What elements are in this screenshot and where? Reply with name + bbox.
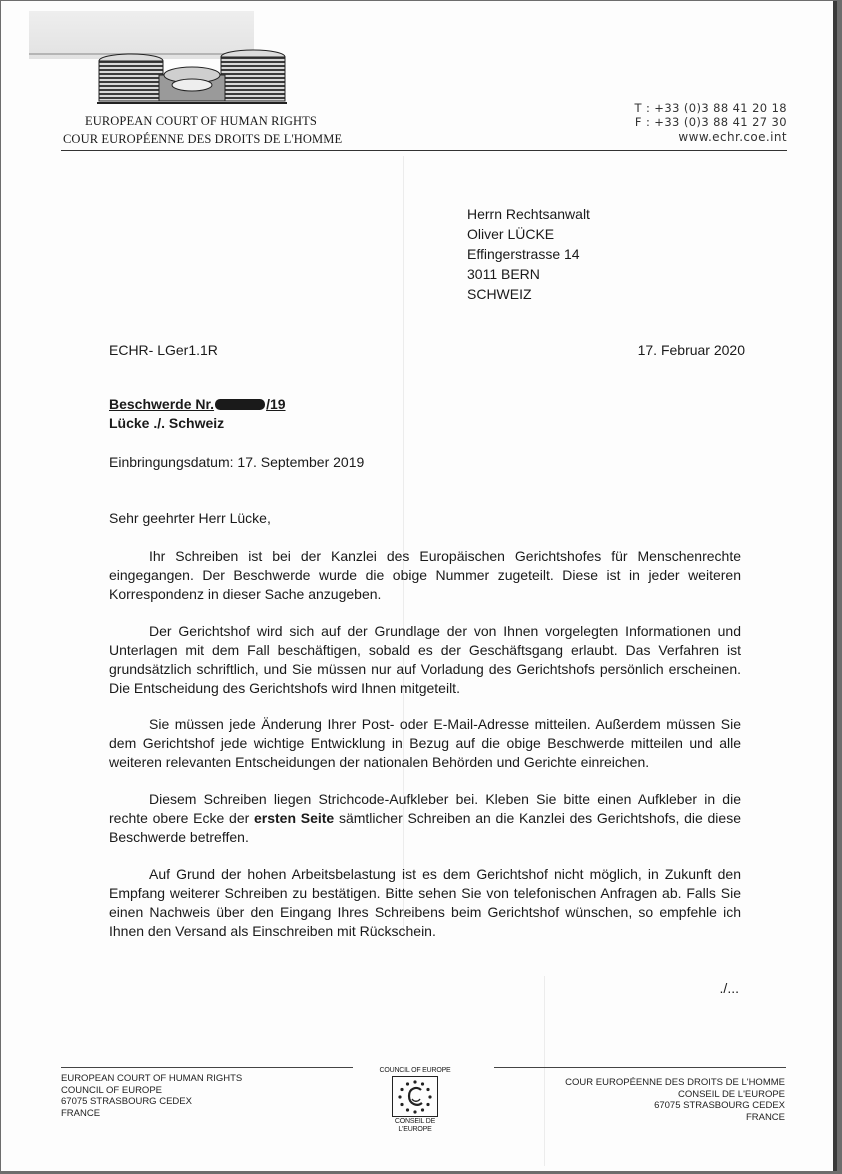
footer-address-fr — [533, 1077, 785, 1123]
footer-en-line2: COUNCIL OF EUROPE — [61, 1084, 162, 1096]
continuation-mark: ./... — [719, 980, 739, 996]
recipient-city: 3011 BERN — [467, 266, 540, 282]
barcode-text-end: sämtlicher Schreiben an die Kanzlei des Gerichtshofs, die diese Beschwerde betreffen. — [109, 810, 741, 845]
paragraph-registration: Ihr Schreiben ist bei der Kanzlei des Europäischen Gerichtshofes für Menschenrechte eingegangen. Der Beschwerde wurde die obige Nummer zugeteilt. Diese ist in jeder weiteren Korrespondenz in dieser Sache anzugeben. — [109, 548, 741, 602]
footer-en-line4: FRANCE — [61, 1107, 101, 1119]
phone-number: T : +33 (0)3 88 41 20 18 — [634, 101, 787, 115]
footer-en-line3: 67075 STRASBOURG CEDEX — [61, 1096, 192, 1107]
recipient-country: SCHWEIZ — [467, 286, 532, 302]
complaint-suffix: /19 — [266, 396, 286, 412]
website-link[interactable]: www.echr.coe.int — [678, 130, 787, 144]
footer-fr-line2: CONSEIL DE L'EUROPE — [677, 1088, 785, 1100]
barcode-text-bold: ersten Seite — [254, 810, 335, 826]
footer-fr-line4: FRANCE — [745, 1111, 785, 1123]
recipient-address — [467, 204, 590, 304]
emblem-box — [392, 1076, 438, 1117]
footer-address-en — [61, 1073, 242, 1119]
fax-number: F : +33 (0)3 88 41 27 30 — [634, 115, 787, 129]
recipient-name: Oliver LÜCKE — [467, 226, 555, 242]
case-parties: Lücke ./. Schweiz — [109, 415, 225, 431]
court-name-fr: COUR EUROPÉENNE DES DROITS DE L'HOMME — [63, 132, 343, 146]
emblem-label-top: COUNCIL OF EUROPE — [379, 1067, 451, 1074]
salutation: Sehr geehrter Herr Lücke, — [109, 510, 271, 526]
filing-date: Einbringungsdatum: 17. September 2019 — [109, 454, 365, 470]
emblem-label-bottom: CONSEIL DE L'EUROPE — [394, 1118, 436, 1133]
redaction-mark — [215, 399, 265, 410]
letter-page — [1, 1, 837, 1171]
letterhead-divider — [61, 150, 787, 151]
footer-fr-line1: COUR EUROPÉENNE DES DROITS DE L'HOMME — [565, 1077, 785, 1088]
recipient-title: Herrn Rechtsanwalt — [467, 206, 590, 222]
court-name-en: EUROPEAN COURT OF HUMAN RIGHTS — [85, 114, 317, 128]
letter-date: 17. Februar 2020 — [637, 342, 745, 358]
paragraph-changes: Sie müssen jede Änderung Ihrer Post- oder E-Mail-Adresse mitteilen. Außerdem müssen Sie dem Gerichtshof jede wichtige Entwicklung in Bezug auf die obige Beschwerde mitteilen und alle weiteren relevanten Entscheidungen der nationalen Behörden und Gerichte einreichen. — [109, 716, 741, 770]
reference-number: ECHR- LGer1.1R — [109, 342, 218, 358]
footer-divider-right — [494, 1067, 786, 1068]
paragraph-barcode-stickers — [109, 790, 741, 847]
complaint-number — [109, 395, 286, 414]
recipient-street: Effingerstrasse 14 — [467, 246, 580, 262]
scan-fold-line-lower — [544, 976, 545, 1166]
barcode-text-start: Diesem Schreiben liegen Strichcode-Aufkleber bei. Kleben Sie bitte einen Aufkleber in die rechte obere Ecke der — [109, 791, 741, 826]
footer-en-line1: EUROPEAN COURT OF HUMAN RIGHTS — [61, 1073, 243, 1084]
contact-block — [561, 101, 787, 144]
court-building-logo — [97, 45, 287, 107]
paragraph-procedure: Der Gerichtshof wird sich auf der Grundlage der von Ihnen vorgelegten Informationen und Unterlagen mit dem Fall beschäftigen, sobald es der Geschäftsgang erlaubt. Das Verfahren ist grundsätzlich schriftlich, und Sie müssen nur auf Vorladung des Gerichtshofs persönlich erscheinen. Die Entscheidung des Gerichtshofs wird Ihnen mitgeteilt. — [109, 623, 741, 696]
complaint-prefix: Beschwerde Nr. — [109, 396, 215, 412]
council-of-europe-stars-icon — [396, 1079, 434, 1115]
footer-divider-left — [61, 1067, 353, 1068]
council-of-europe-emblem — [378, 1067, 452, 1133]
paragraph-workload: Auf Grund der hohen Arbeitsbelastung ist es dem Gerichtshof nicht möglich, in Zukunft den Empfang weiterer Schreiben zu bestätigen. Bitte sehen Sie von telefonischen Anfragen ab. Falls Sie einen Nachweis über den Eingang Ihres Schreibens beim Gerichtshof wünschen, so empfehle ich Ihnen den Versand als Einschreiben mit Rückschein. — [109, 866, 741, 939]
footer-fr-line3: 67075 STRASBOURG CEDEX — [654, 1100, 785, 1111]
